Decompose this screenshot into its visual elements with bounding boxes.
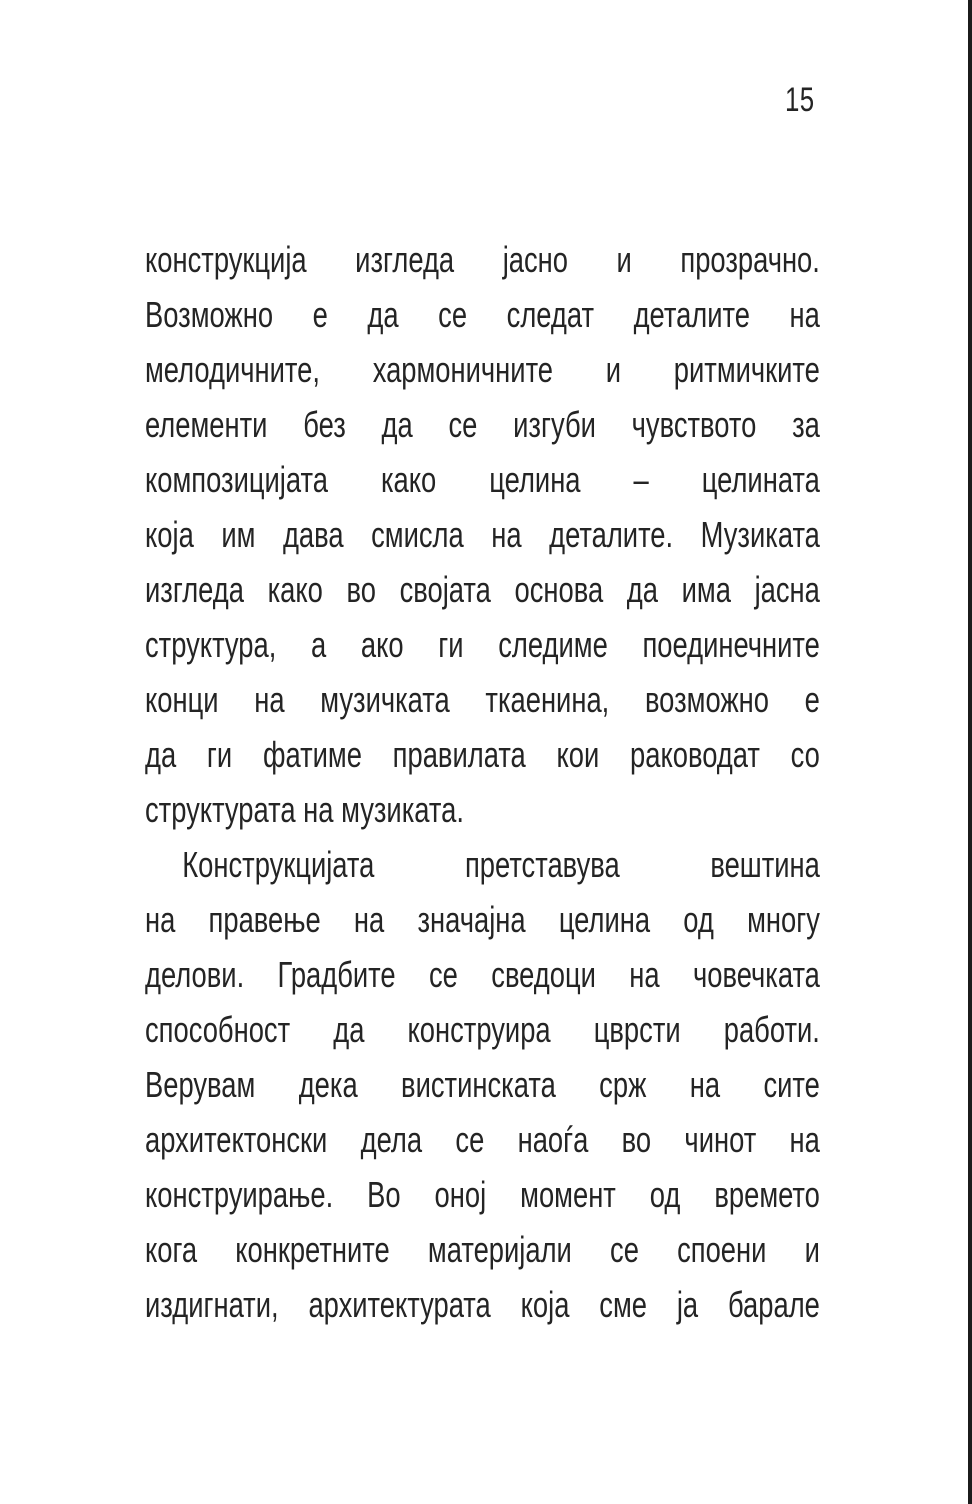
text-line: на правење на значајна целина од многу bbox=[145, 899, 820, 940]
text-line: Конструкцијата претставува вештина bbox=[182, 844, 820, 885]
text-line: Верувам дека вистинската срж на сите bbox=[145, 1064, 820, 1105]
text-block bbox=[145, 232, 820, 1332]
text-line: кога конкретните материјали се споени и bbox=[145, 1229, 820, 1270]
scan-edge-bar bbox=[968, 0, 972, 1504]
text-line: да ги фатиме правилата кои раководат со bbox=[145, 734, 820, 775]
text-line: конструирање. Во оној момент од времето bbox=[145, 1174, 820, 1215]
text-line: композицијата како целина – целината bbox=[145, 459, 820, 500]
text-line: Возможно е да се следат деталите на bbox=[145, 294, 820, 335]
text-line: изгледа како во својата основа да има јасна bbox=[145, 569, 820, 610]
text-line: конструкција изгледа јасно и прозрачно. bbox=[145, 239, 820, 280]
page-number bbox=[145, 73, 820, 128]
body-text bbox=[145, 232, 820, 1332]
page-number-text: 15 bbox=[785, 81, 815, 119]
text-line: структурата на музиката. bbox=[145, 789, 464, 830]
text-line: архитектонски дела се наоѓа во чинот на bbox=[145, 1119, 820, 1160]
text-line: способност да конструира цврсти работи. bbox=[145, 1009, 820, 1050]
text-line: елементи без да се изгуби чувството за bbox=[145, 404, 820, 445]
text-line: издигнати, архитектурата која сме ја барале bbox=[145, 1284, 820, 1325]
text-line: мелодичните, хармоничните и ритмичките bbox=[145, 349, 820, 390]
text-line: структура, а ако ги следиме поединечните bbox=[145, 624, 820, 665]
text-line: делови. Градбите се сведоци на човечката bbox=[145, 954, 820, 995]
text-line: која им дава смисла на деталите. Музиката bbox=[145, 514, 820, 555]
text-line: конци на музичката ткаенина, возможно е bbox=[145, 679, 820, 720]
